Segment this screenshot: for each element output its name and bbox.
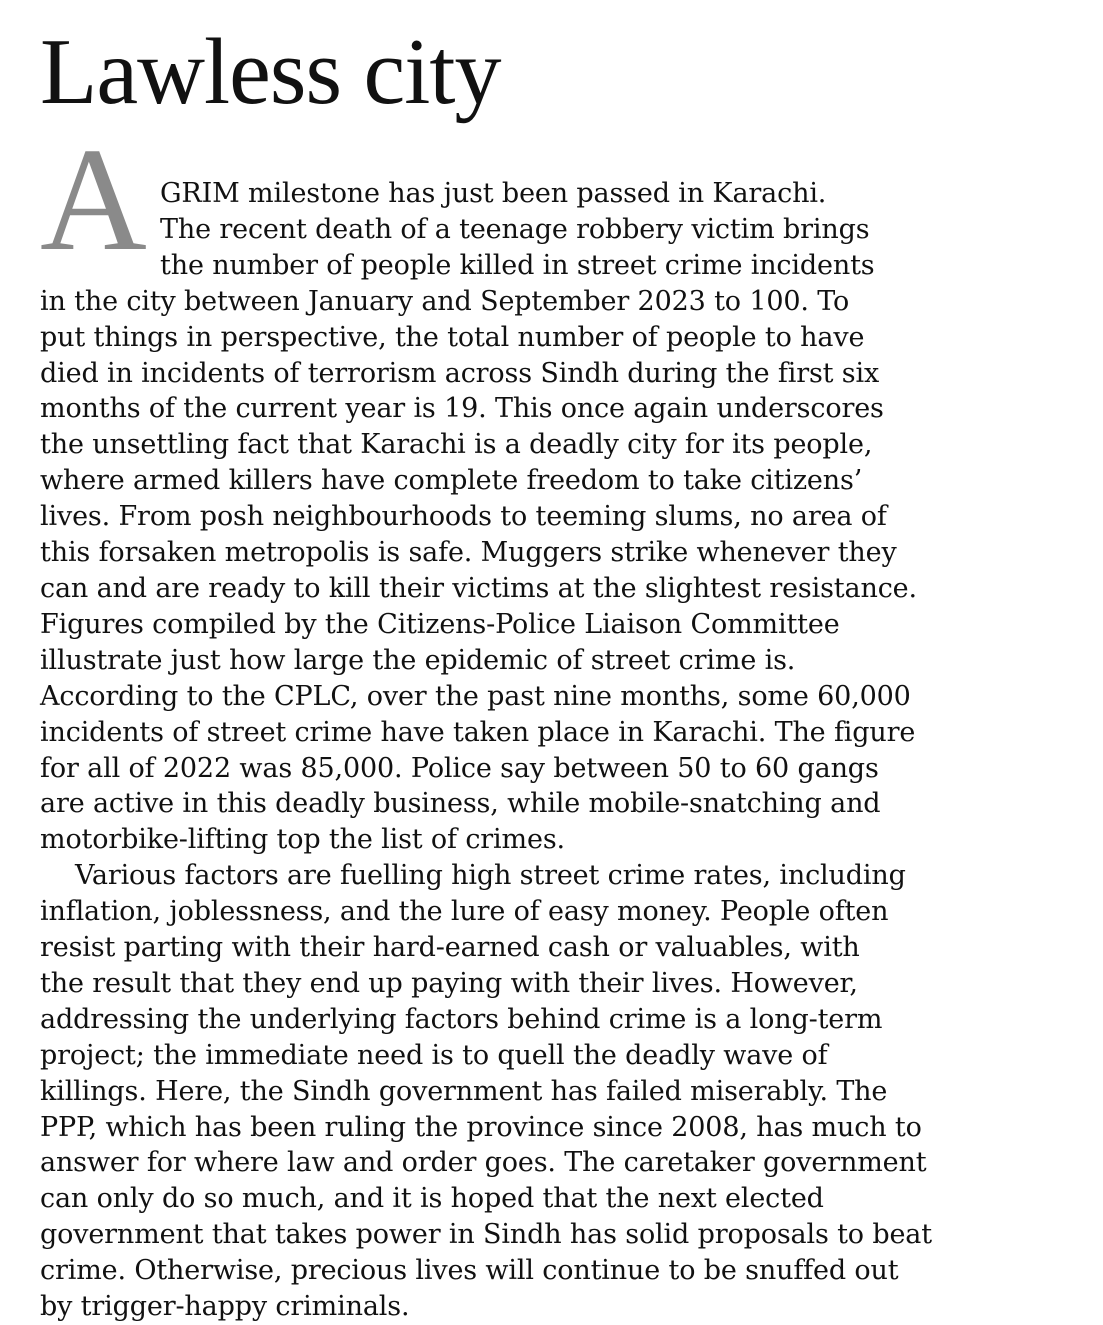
body-line: can only do so much, and it is hoped that the next elected [40,1183,824,1215]
body-line: According to the CPLC, over the past nine months, some 60,000 [40,680,911,712]
paragraph-1 [40,176,1090,858]
body-line: where armed killers have complete freedom to take citizens’ [40,465,863,497]
body-line: by trigger-happy criminals. [40,1291,410,1323]
body-line: government that takes power in Sindh has solid proposals to beat [40,1219,932,1251]
body-line: PPP, which has been ruling the province since 2008, has much to [40,1111,922,1143]
body-line: motorbike-lifting top the list of crimes. [40,824,565,856]
body-line: died in incidents of terrorism across Sindh during the first six [40,357,880,389]
editorial-article [40,0,1090,1325]
body-line: months of the current year is 19. This once again underscores [40,393,884,425]
body-line: incidents of street crime have taken place in Karachi. The figure [40,716,916,748]
body-line: answer for where law and order goes. The caretaker government [40,1147,927,1179]
body-line: project; the immediate need is to quell the deadly wave of [40,1039,828,1071]
body-line: resist parting with their hard-earned cash or valuables, with [40,932,860,964]
body-line: the number of people killed in street crime incidents [160,249,875,281]
body-line: Various factors are fuelling high street crime rates, including [75,860,906,892]
body-line: illustrate just how large the epidemic of street crime is. [40,644,796,676]
body-line: can and are ready to kill their victims at the slightest resistance. [40,572,917,604]
body-line: this forsaken metropolis is safe. Muggers strike whenever they [40,537,897,569]
drop-cap: A [40,118,147,282]
body-line: are active in this deadly business, while mobile-snatching and [40,788,881,820]
body-line: put things in perspective, the total number of people to have [40,321,865,353]
body-line: killings. Here, the Sindh government has failed miserably. The [40,1075,888,1107]
body-line: lives. From posh neighbourhoods to teeming slums, no area of [40,501,887,533]
body-line: the result that they end up paying with their lives. However, [40,967,858,999]
body-line: in the city between January and September 2023 to 100. To [40,285,850,317]
body-line: inflation, joblessness, and the lure of easy money. People often [40,896,889,928]
body-line: crime. Otherwise, precious lives will continue to be snuffed out [40,1255,899,1287]
body-line: GRIM milestone has just been passed in Karachi. [160,178,827,209]
body-line: the unsettling fact that Karachi is a deadly city for its people, [40,429,873,461]
body-line: for all of 2022 was 85,000. Police say between 50 to 60 gangs [40,752,879,784]
body-line: Figures compiled by the Citizens-Police Liaison Committee [40,608,840,640]
article-body [40,176,1090,1325]
paragraph-2 [40,858,1090,1325]
body-line: The recent death of a teenage robbery victim brings [160,213,870,245]
headline: Lawless city [40,20,501,124]
body-line: addressing the underlying factors behind crime is a long-term [40,1003,883,1035]
